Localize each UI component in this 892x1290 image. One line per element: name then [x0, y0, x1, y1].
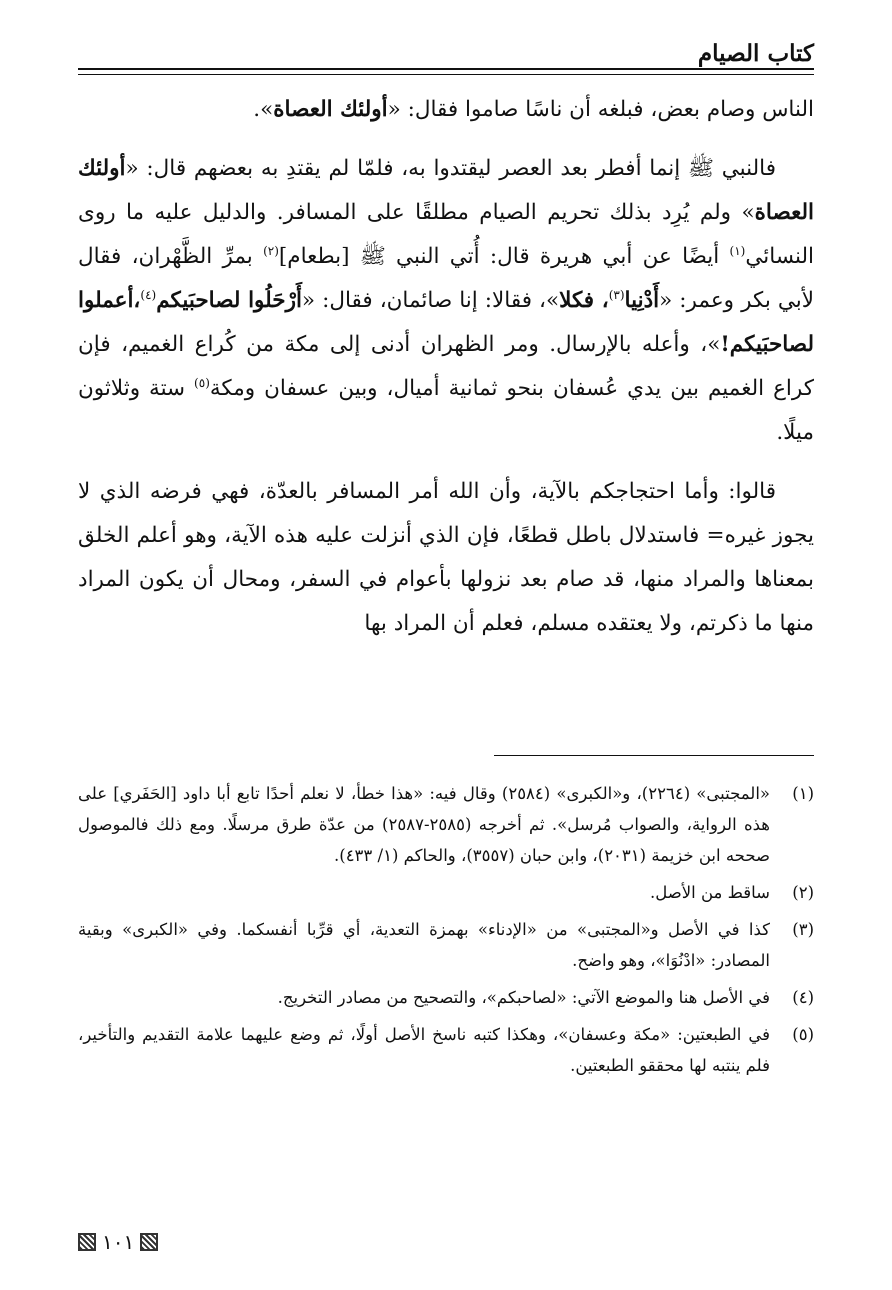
quote-bold: ،أعملوا لصاحبَيكم! — [78, 288, 814, 357]
paragraph-1-text: الناس وصام بعض، فبلغه أن ناسًا صاموا فقال: « — [387, 97, 814, 122]
paragraph-1-end: ». — [253, 97, 274, 122]
footnote-number: (٣) — [792, 920, 814, 939]
footnote-number: (٢) — [792, 883, 814, 902]
quote-bold: أَدْنِيا — [624, 288, 660, 313]
footnote-number: (٥) — [792, 1025, 814, 1044]
paragraph-2 — [78, 147, 814, 455]
footnote-3 — [78, 914, 814, 976]
footnote-text: في الطبعتين: «مكة وعسفان»، وهكذا كتبه ناسخ الأصل أولًا، ثم وضع عليهما علامة التقديم والتأخير، فلم ينتبه لها محققو الطبعتين. — [78, 1025, 770, 1075]
running-header — [78, 38, 814, 74]
footnote-number: (٤) — [792, 988, 814, 1007]
footnotes — [78, 778, 814, 1087]
footnote-ref-2[interactable]: (٢) — [263, 243, 279, 258]
paragraph-1 — [78, 88, 814, 132]
page-number-text: ١٠١ — [102, 1230, 135, 1254]
footnote-ref-3[interactable]: (٣) — [608, 287, 625, 302]
header-rule-thick — [78, 68, 814, 70]
paragraph-3: قالوا: وأما احتجاجكم بالآية، وأن الله أمر المسافر بالعدّة، فهي فرضه الذي لا يجوز غيره= فاستدلال باطل قطعًا، فإن الذي أنزلت عليه هذه الآية، وهو أعلم الخلق بمعناها والمراد منها، قد صام بعد نزولها بأعوام في السفر، ومحال أن يكون المراد منها ما ذكرتم، ولا يعتقده مسلم، فعلم أن المراد بها — [78, 479, 814, 636]
footnote-ref-5[interactable]: (٥) — [194, 375, 210, 390]
footnote-5 — [78, 1019, 814, 1081]
paragraph-2-text: أيضًا عن أبي هريرة قال: أُتي النبي ﷺ [بطعام] — [278, 244, 730, 269]
footnote-separator — [494, 755, 814, 756]
paragraph-2-text: فالنبي ﷺ إنما أفطر بعد العصر ليقتدوا به، فلمّا لم يقتدِ به بعضهم قال: « — [125, 156, 776, 181]
paragraph-2-end: ستة وثلاثون ميلًا. — [78, 376, 814, 445]
footnote-number: (١) — [792, 784, 814, 803]
header-rule-thin — [78, 74, 814, 75]
paragraph-2-text: »، وأعله بالإرسال. ومر الظهران أدنى إلى مكة من كُراع الغميم، فإن كراع الغميم بين يدي عُسفان بنحو ثمانية أميال، وبين عسفان ومكة — [78, 332, 814, 401]
quote-bold: أولئك العصاة — [78, 156, 814, 225]
footnote-4 — [78, 982, 814, 1013]
quote-bold: أَرْحَلُوا لصاحبَيكم — [156, 288, 302, 313]
quote-bold: أولئك العصاة — [273, 97, 388, 122]
paragraph-2-text: » ولم يُرِد بذلك تحريم الصيام مطلقًا على المسافر. والدليل عليه ما روى النسائي — [78, 200, 815, 269]
footnote-2 — [78, 877, 814, 908]
ornament-icon — [140, 1233, 158, 1251]
page-number — [78, 1230, 158, 1254]
ornament-icon — [78, 1233, 96, 1251]
main-text — [78, 88, 814, 646]
paragraph-2-text: بمرِّ الظَّهْران، فقال لأبي بكر وعمر: « — [78, 244, 814, 313]
footnote-text: كذا في الأصل و«المجتبى» من «الإدناء» بهمزة التعدية، أي قرِّبا أنفسكما. وفي «الكبرى» وبقية المصادر: «ادْنُوَا»، وهو واضح. — [78, 920, 770, 970]
paragraph-2-text: »، فقالا: إنا صائمان، فقال: « — [301, 288, 560, 313]
footnote-text: ساقط من الأصل. — [649, 883, 770, 902]
quote-bold: ، فكلا — [559, 288, 609, 313]
chapter-title: كتاب الصيام — [697, 40, 814, 67]
footnote-ref-4[interactable]: (٤) — [140, 287, 157, 302]
footnote-ref-1[interactable]: (١) — [729, 243, 746, 258]
footnote-text: «المجتبى» (٢٢٦٤)، و«الكبرى» (٢٥٨٤) وقال فيه: «هذا خطأ، لا نعلم أحدًا تابع أبا داود [الحَفَري] على هذه الرواية، والصواب مُرسل». ثم أخرجه (٢٥٨٥-٢٥٨٧) من عدّة طرق مرسلًا. ومع ذلك فالموصول صححه ابن خزيمة (٢٠٣١)، وابن حبان (٣٥٥٧)، والحاكم (١/ ٤٣٣). — [78, 784, 771, 865]
footnote-text: في الأصل هنا والموضع الآتي: «لصاحبكم»، والتصحيح من مصادر التخريج. — [277, 988, 770, 1007]
footnote-1 — [78, 778, 814, 871]
